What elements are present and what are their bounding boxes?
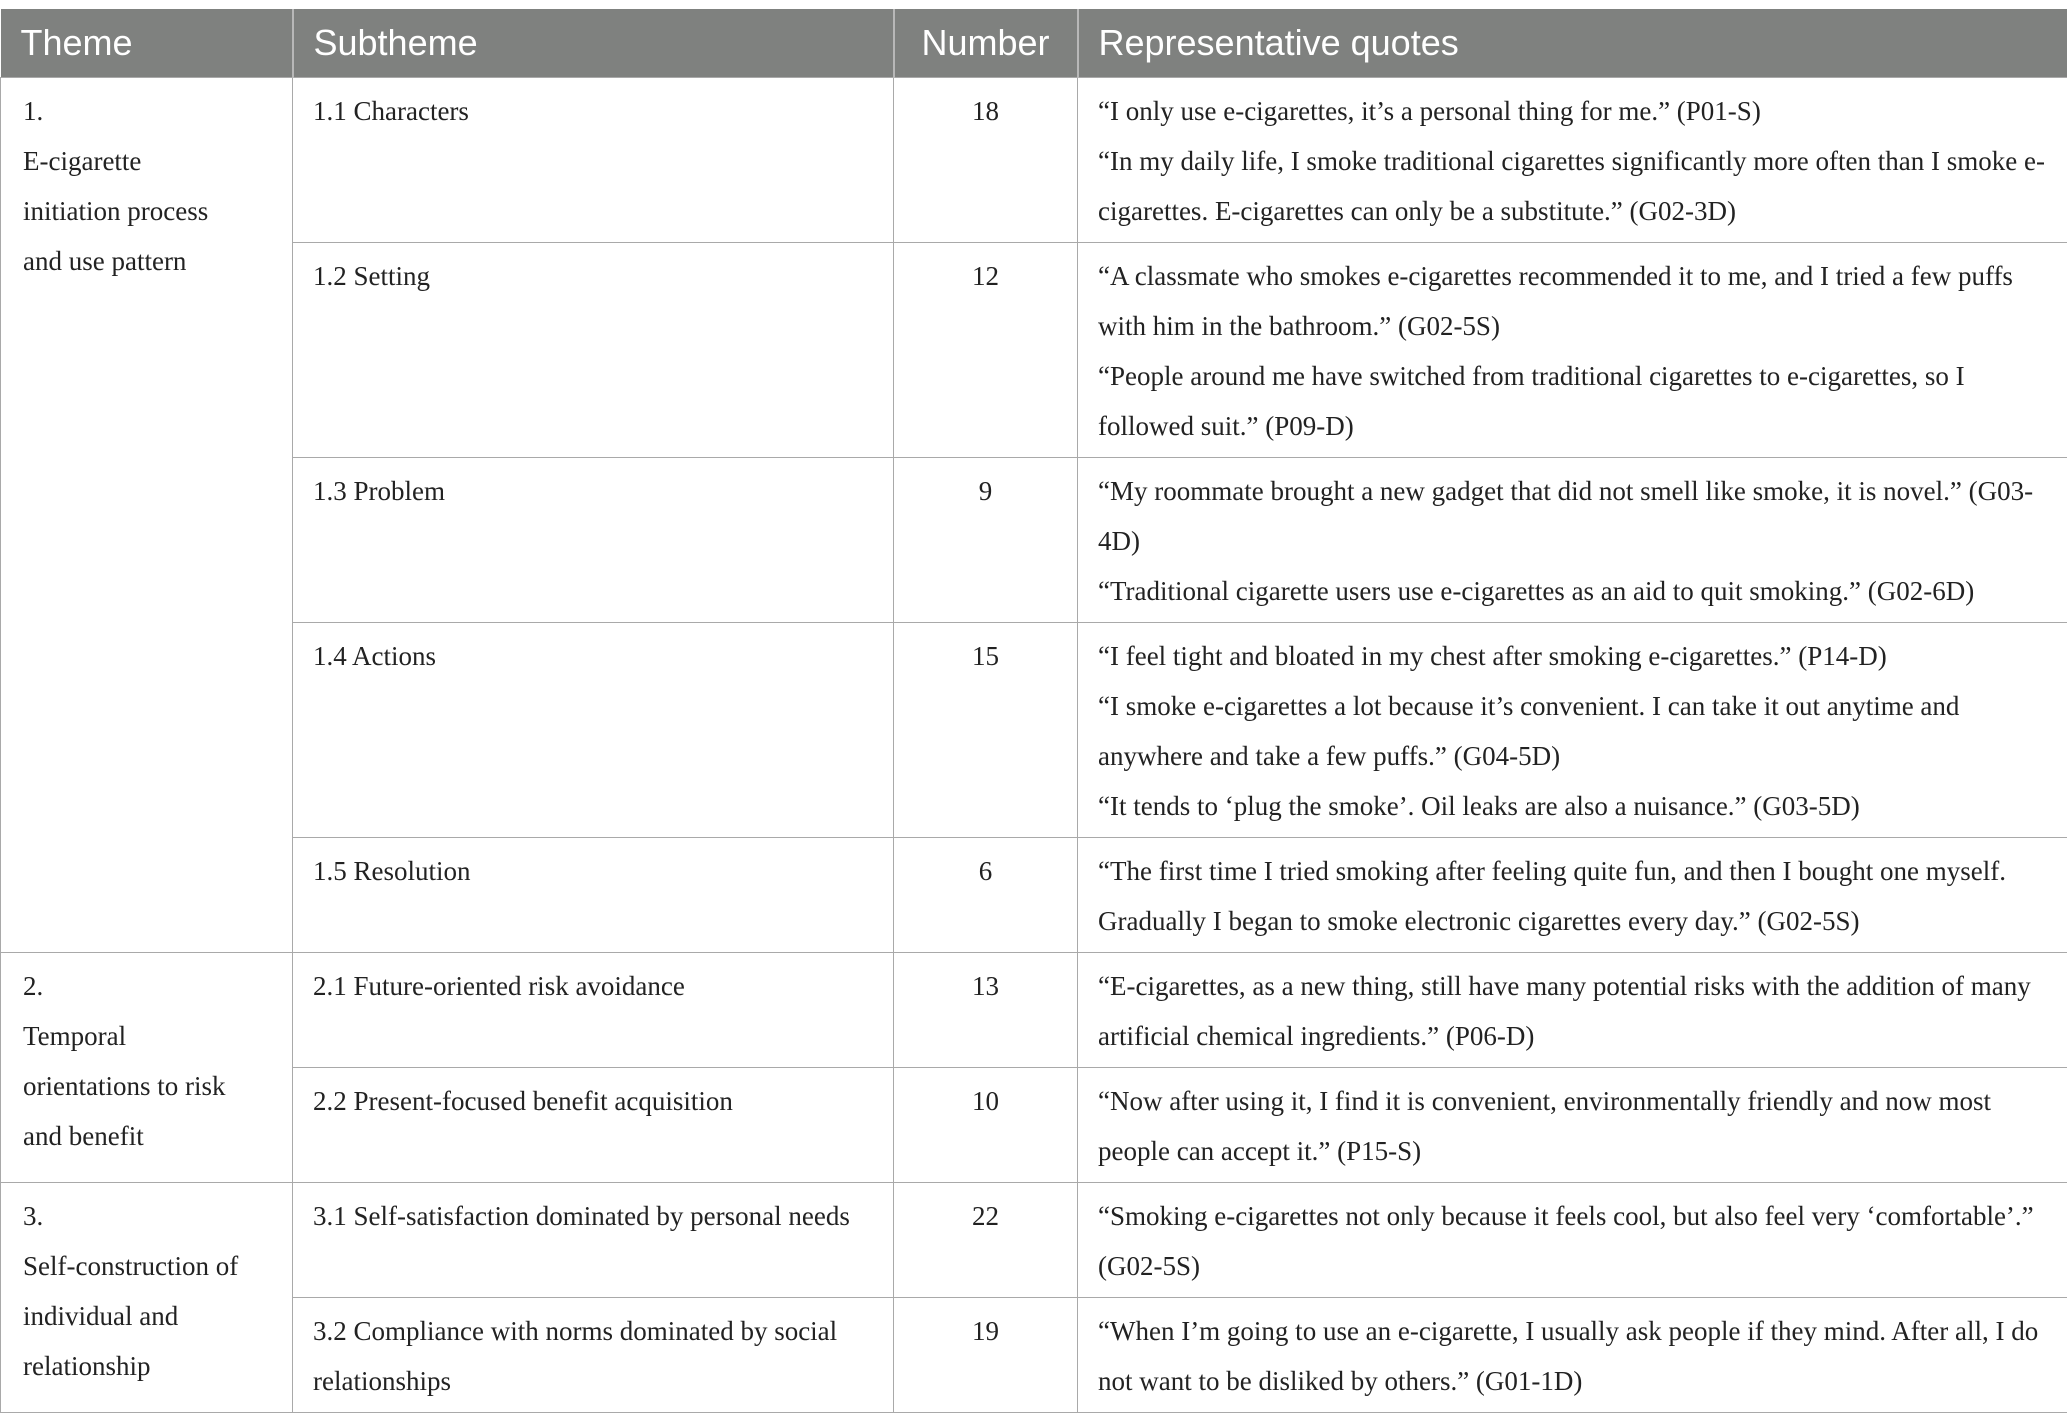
quote: “In my daily life, I smoke traditional cigarettes significantly more often than I smoke e-cigarettes. E-cigarettes can only be a substitute.” (G02-3D) [1098, 136, 2047, 236]
table-row [1, 1068, 2067, 1183]
quotes-cell [1078, 78, 2067, 243]
subtheme-cell: 1.4 Actions [293, 623, 894, 838]
number-cell: 6 [894, 838, 1078, 953]
quotes-cell [1078, 243, 2067, 458]
subtheme-cell: 3.1 Self-satisfaction dominated by personal needs [293, 1183, 894, 1298]
theme-label: E-cigarette initiation process and use pattern [23, 136, 243, 286]
quotes-cell [1078, 1298, 2067, 1413]
quotes-cell [1078, 1068, 2067, 1183]
subtheme-cell: 1.1 Characters [293, 78, 894, 243]
quotes-cell [1078, 458, 2067, 623]
header-quotes: Representative quotes [1078, 9, 2067, 78]
table-row [1, 243, 2067, 458]
subtheme-cell: 2.2 Present-focused benefit acquisition [293, 1068, 894, 1183]
quotes-cell [1078, 953, 2067, 1068]
table-row [1, 458, 2067, 623]
number-cell: 10 [894, 1068, 1078, 1183]
quote: “A classmate who smokes e-cigarettes recommended it to me, and I tried a few puffs with him in the bathroom.” (G02-5S) [1098, 251, 2047, 351]
theme-number: 1. [23, 86, 55, 136]
number-cell: 12 [894, 243, 1078, 458]
header-theme: Theme [1, 9, 293, 78]
subtheme-cell: 2.1 Future-oriented risk avoidance [293, 953, 894, 1068]
theme-cell [1, 1183, 293, 1413]
quote: “Now after using it, I find it is convenient, environmentally friendly and now most people can accept it.” (P15-S) [1098, 1076, 2047, 1176]
quote: “The first time I tried smoking after feeling quite fun, and then I bought one myself. Gradually I began to smoke electronic cigarettes every day.” (G02-5S) [1098, 846, 2047, 946]
quote: “My roommate brought a new gadget that did not smell like smoke, it is novel.” (G03-4D) [1098, 466, 2047, 566]
theme-number: 2. [23, 961, 55, 1011]
subtheme-cell: 3.2 Compliance with norms dominated by social relationships [293, 1298, 894, 1413]
themes-table [0, 9, 2067, 1413]
table-row [1, 1298, 2067, 1413]
subtheme-cell: 1.5 Resolution [293, 838, 894, 953]
number-cell: 13 [894, 953, 1078, 1068]
table-row [1, 1183, 2067, 1298]
header-subtheme: Subtheme [293, 9, 894, 78]
quote: “I feel tight and bloated in my chest after smoking e-cigarettes.” (P14-D) [1098, 631, 2047, 681]
header-number: Number [894, 9, 1078, 78]
number-cell: 19 [894, 1298, 1078, 1413]
table-row [1, 953, 2067, 1068]
quote: “I smoke e-cigarettes a lot because it’s convenient. I can take it out anytime and anywhere and take a few puffs.” (G04-5D) [1098, 681, 2047, 781]
theme-cell [1, 78, 293, 953]
number-cell: 22 [894, 1183, 1078, 1298]
header-row [1, 9, 2067, 78]
quote: “I only use e-cigarettes, it’s a personal thing for me.” (P01-S) [1098, 86, 2047, 136]
theme-cell [1, 953, 293, 1183]
theme-label: Self-construction of individual and relationship [23, 1241, 243, 1391]
table-row [1, 838, 2067, 953]
number-cell: 18 [894, 78, 1078, 243]
table-row [1, 623, 2067, 838]
number-cell: 9 [894, 458, 1078, 623]
table-row [1, 78, 2067, 243]
quote: “Traditional cigarette users use e-cigarettes as an aid to quit smoking.” (G02-6D) [1098, 566, 2047, 616]
quotes-cell [1078, 1183, 2067, 1298]
quote: “When I’m going to use an e-cigarette, I usually ask people if they mind. After all, I do not want to be disliked by others.” (G01-1D) [1098, 1306, 2047, 1406]
theme-number: 3. [23, 1191, 55, 1241]
number-cell: 15 [894, 623, 1078, 838]
subtheme-cell: 1.2 Setting [293, 243, 894, 458]
quotes-cell [1078, 623, 2067, 838]
theme-label: Temporal orientations to risk and benefit [23, 1011, 243, 1161]
quote: “E-cigarettes, as a new thing, still have many potential risks with the addition of many artificial chemical ingredients.” (P06-D) [1098, 961, 2047, 1061]
quotes-cell [1078, 838, 2067, 953]
quote: “Smoking e-cigarettes not only because it feels cool, but also feel very ‘comfortable’.” (G02-5S) [1098, 1191, 2047, 1291]
subtheme-cell: 1.3 Problem [293, 458, 894, 623]
quote: “People around me have switched from traditional cigarettes to e-cigarettes, so I followed suit.” (P09-D) [1098, 351, 2047, 451]
quote: “It tends to ‘plug the smoke’. Oil leaks are also a nuisance.” (G03-5D) [1098, 781, 2047, 831]
